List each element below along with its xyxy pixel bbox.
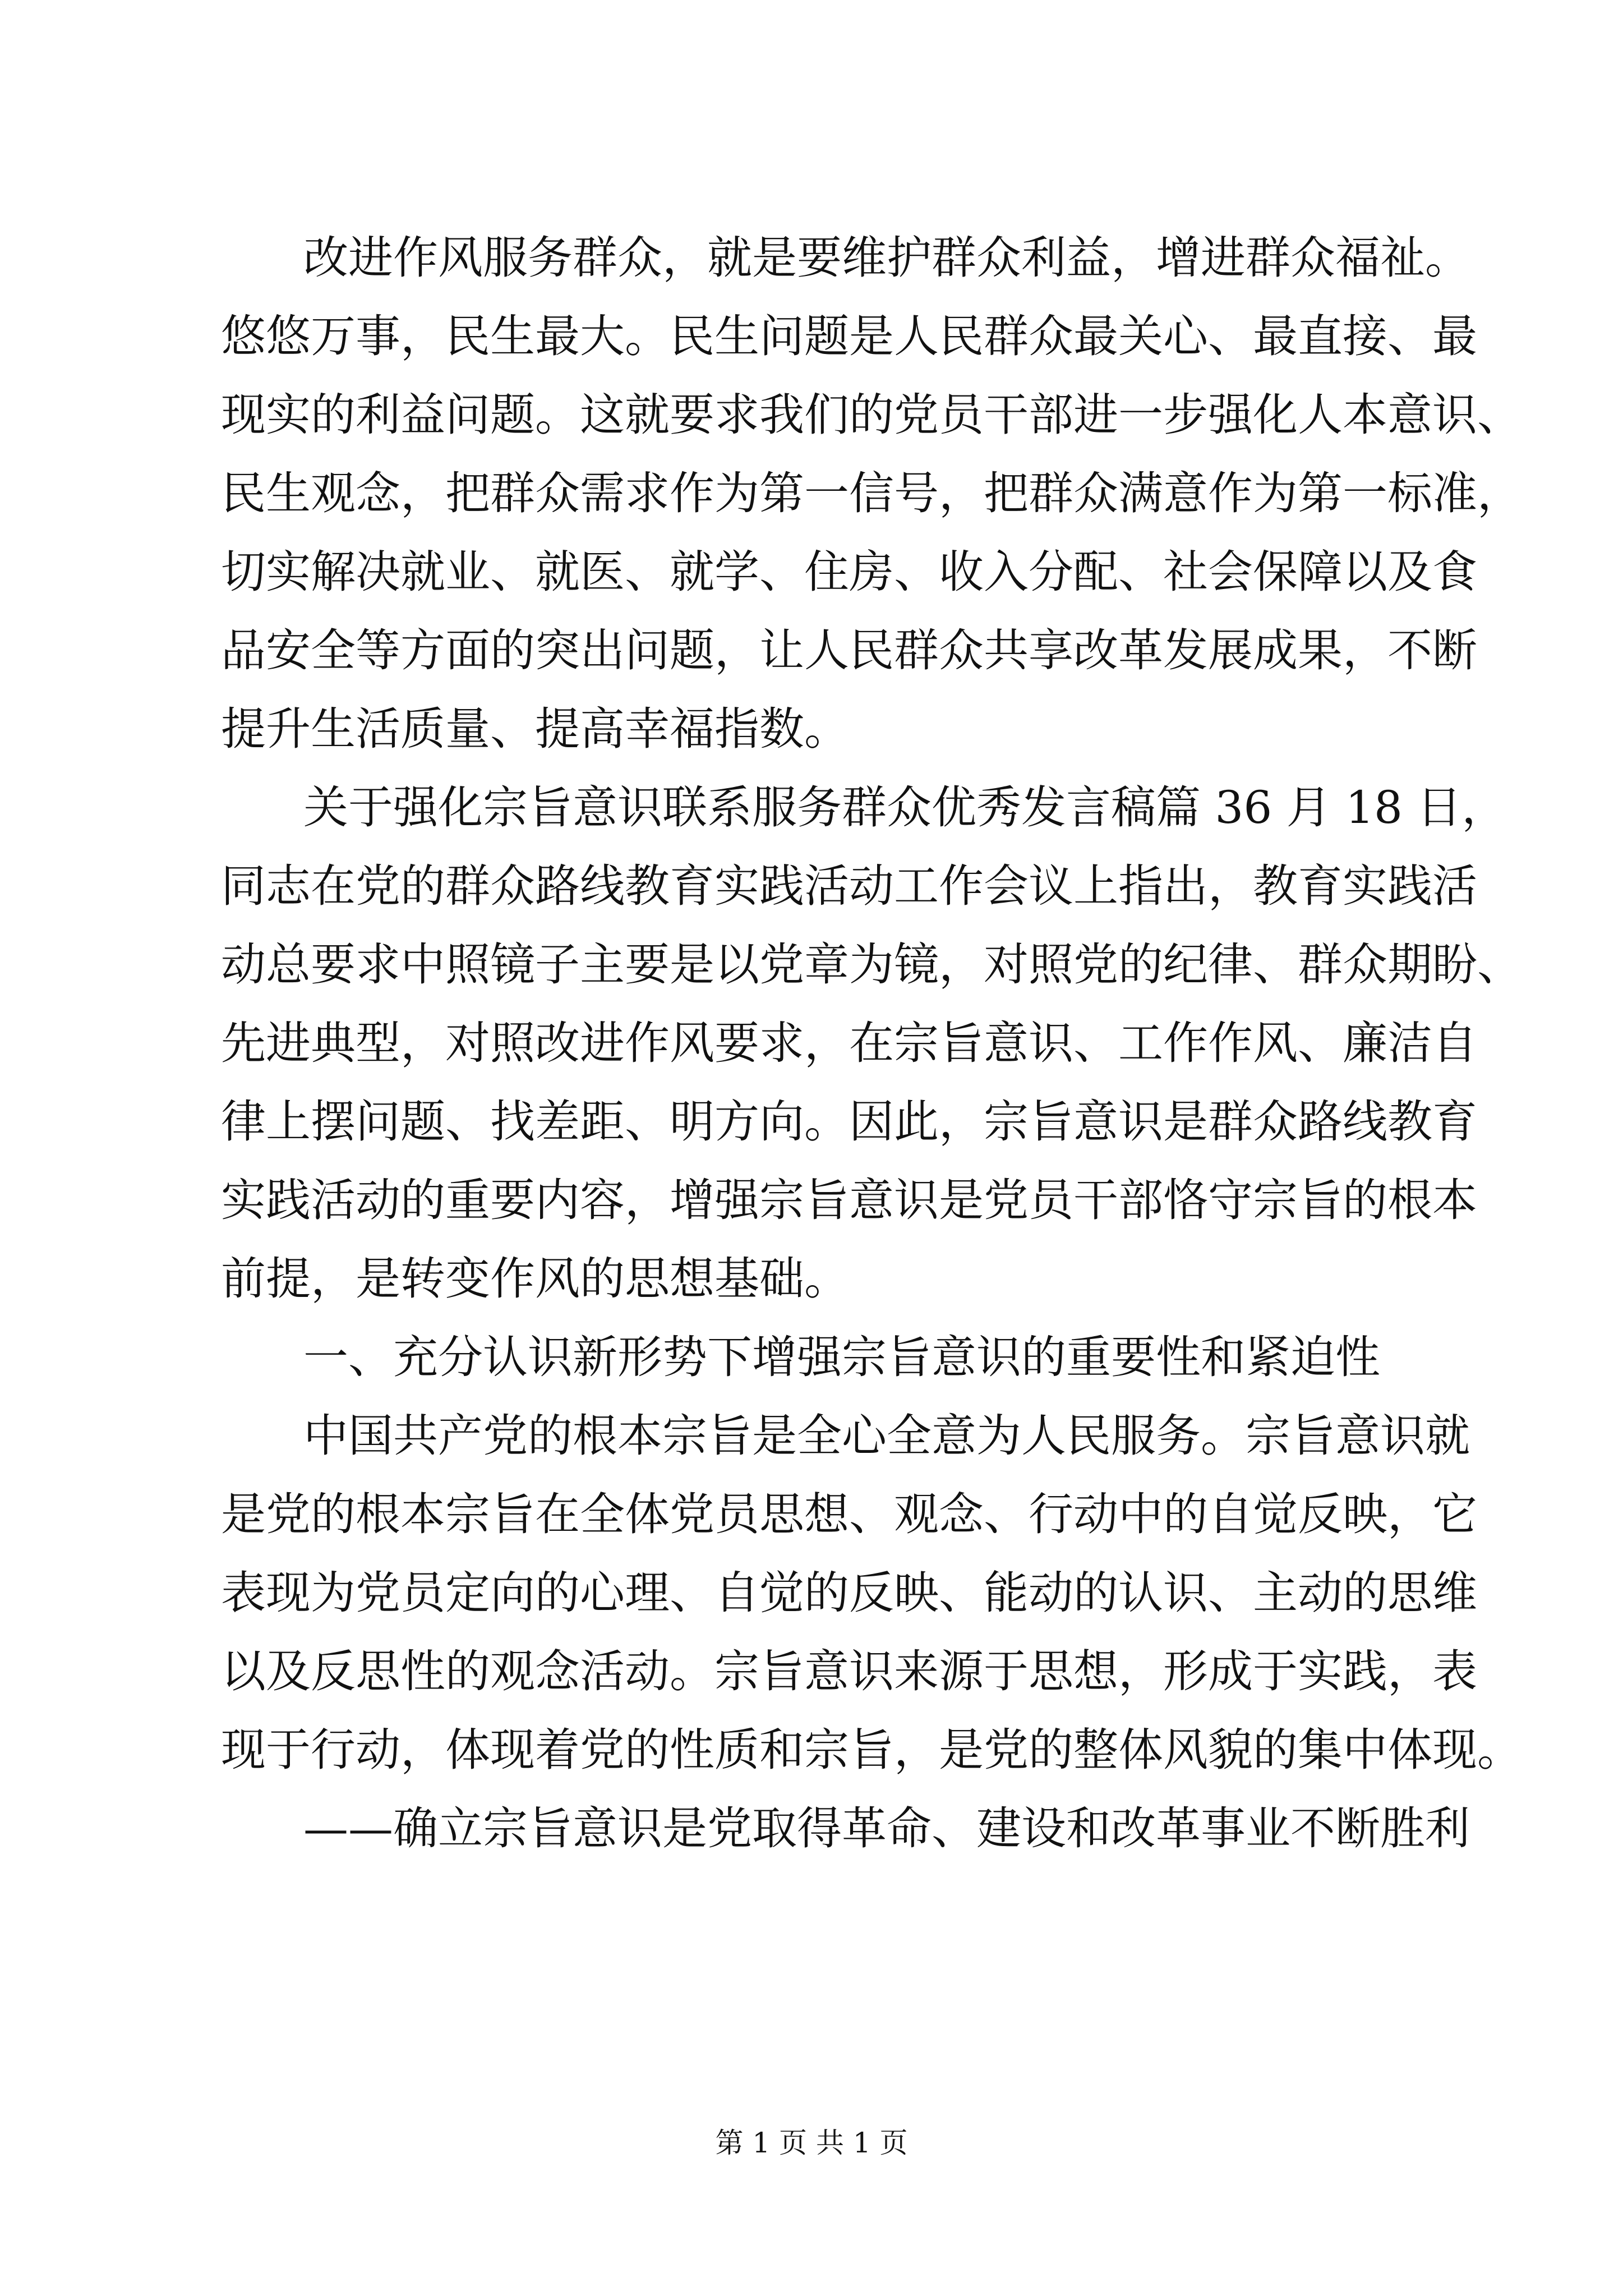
text-line: 关于强化宗旨意识联系服务群众优秀发言稿篇 36 月 18 日， [303, 781, 1507, 834]
text-line: 律上摆问题、找差距、明方向。因此，宗旨意识是群众路线教育 [221, 1096, 1477, 1148]
text-line: 表现为党员定向的心理、自觉的反映、能动的认识、主动的思维 [221, 1567, 1477, 1619]
text-line: 悠悠万事，民生最大。民生问题是人民群众最关心、最直接、最 [221, 310, 1477, 362]
section-heading: 一、充分认识新形势下增强宗旨意识的重要性和紧迫性 [303, 1331, 1380, 1383]
text-line: 民生观念，把群众需求作为第一信号，把群众满意作为第一标准， [221, 467, 1522, 519]
text-line: 前提，是转变作风的思想基础。 [221, 1253, 849, 1305]
text-line: 现实的利益问题。这就要求我们的党员干部进一步强化人本意识、 [221, 389, 1522, 441]
text-line: 中国共产党的根本宗旨是全心全意为人民服务。宗旨意识就 [303, 1410, 1470, 1462]
text-line: 是党的根本宗旨在全体党员思想、观念、行动中的自觉反映，它 [221, 1488, 1477, 1540]
text-line: 先进典型，对照改进作风要求，在宗旨意识、工作作风、廉洁自 [221, 1017, 1477, 1069]
text-line: 提升生活质量、提高幸福指数。 [221, 703, 849, 755]
text-line: 以及反思性的观念活动。宗旨意识来源于思想，形成于实践，表 [221, 1645, 1477, 1697]
text-line: 改进作风服务群众，就是要维护群众利益，增进群众福祉。 [303, 232, 1470, 284]
text-line: 切实解决就业、就医、就学、住房、收入分配、社会保障以及食 [221, 546, 1477, 598]
text-line: 动总要求中照镜子主要是以党章为镜，对照党的纪律、群众期盼、 [221, 938, 1522, 991]
text-line: 实践活动的重要内容，增强宗旨意识是党员干部恪守宗旨的根本 [221, 1174, 1477, 1226]
text-line: 品安全等方面的突出问题，让人民群众共享改革发展成果，不断 [221, 624, 1477, 677]
text-line: 同志在党的群众路线教育实践活动工作会议上指出，教育实践活 [221, 860, 1477, 912]
text-line: 现于行动，体现着党的性质和宗旨，是党的整体风貌的集中体现。 [221, 1724, 1522, 1776]
page-number-footer: 第 1 页 共 1 页 [715, 2127, 908, 2159]
text-line: ——确立宗旨意识是党取得革命、建设和改革事业不断胜利 [303, 1802, 1470, 1855]
